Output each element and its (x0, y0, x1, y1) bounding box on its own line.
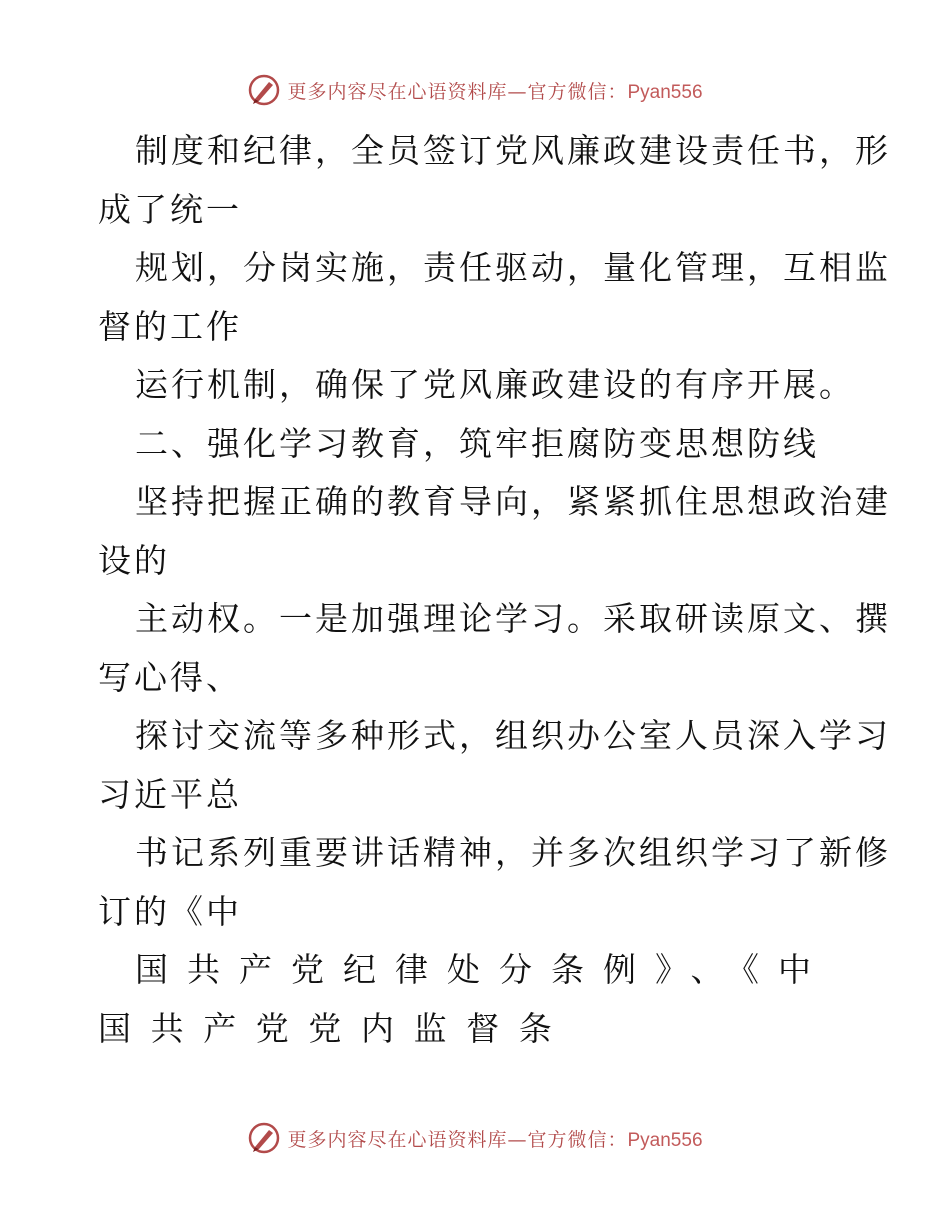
pen-logo-icon (247, 1121, 281, 1155)
section-heading: 二、强化学习教育，筑牢拒腐防变思想防线 (135, 423, 819, 463)
text-line: 国共产党党内监督条 (98, 1008, 572, 1048)
text-line: 规划，分岗实施，责任驱动，量化管理，互相监 (135, 248, 891, 287)
document-body (98, 122, 891, 1058)
footer-watermark (0, 1118, 950, 1158)
text-line: 习近平总 (98, 774, 242, 814)
pen-logo-icon (247, 73, 281, 107)
text-line: 设的 (98, 540, 170, 580)
header-watermark (0, 70, 950, 110)
text-line: 督的工作 (98, 306, 242, 346)
text-line: 订的《中 (98, 891, 242, 931)
watermark-text: 更多内容尽在心语资料库—官方微信：Pyan556 (287, 80, 703, 103)
text-line: 国共产党纪律处分条例》、《中 (135, 950, 830, 989)
text-line: 写心得、 (98, 657, 242, 697)
text-line: 制度和纪律，全员签订党风廉政建设责任书，形 (135, 131, 891, 170)
text-line: 主动权。一是加强理论学习。采取研读原文、撰 (135, 599, 891, 638)
text-line: 书记系列重要讲话精神，并多次组织学习了新修 (135, 833, 891, 872)
text-line: 运行机制，确保了党风廉政建设的有序开展。 (135, 365, 855, 404)
text-line: 成了统一 (98, 189, 242, 229)
text-line: 探讨交流等多种形式，组织办公室人员深入学习 (135, 716, 891, 755)
watermark-text: 更多内容尽在心语资料库—官方微信：Pyan556 (287, 1128, 703, 1151)
text-line: 坚持把握正确的教育导向，紧紧抓住思想政治建 (135, 482, 891, 521)
